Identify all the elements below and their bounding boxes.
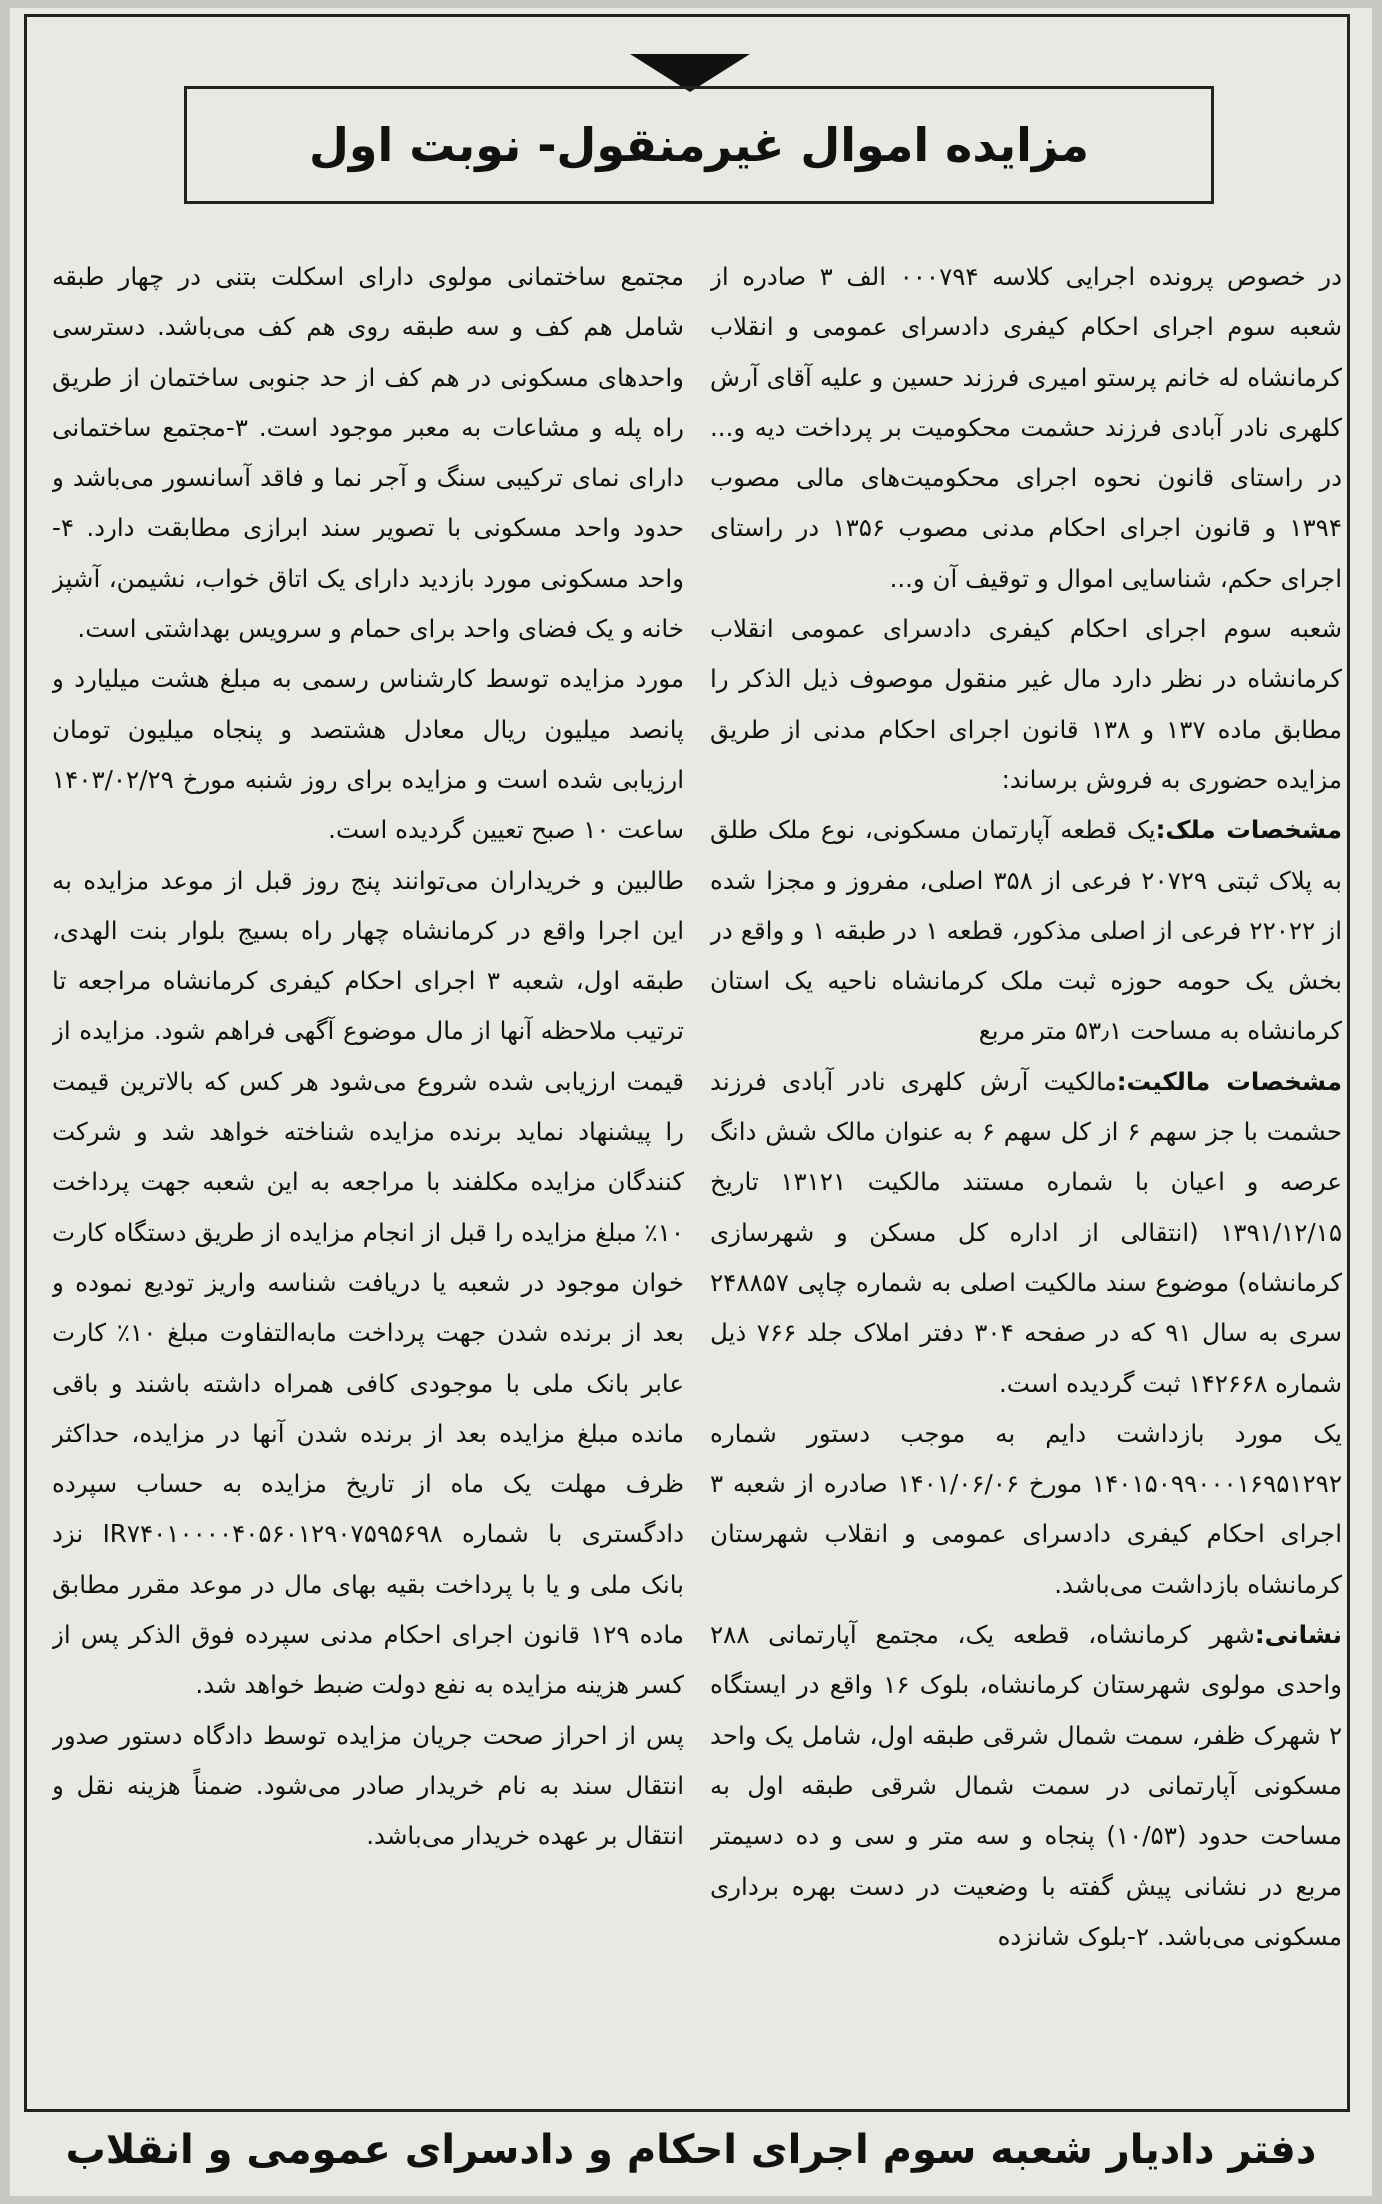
- issuer-footer: دفتر دادیار شعبه سوم اجرای احکام و دادسرای عمومی و انقلاب: [65, 2127, 1317, 2173]
- address-label: نشانی:: [1254, 1620, 1342, 1650]
- conditions-paragraph: طالبین و خریداران می‌توانند پنج روز قبل از موعد مزایده به این اجرا واقع در کرمانشاه چهار راه بسیج بلوار بنت الهدی، طبقه اول، شعبه ۳ اجرای احکام کیفری کرمانشاه مراجعه تا ترتیب ملاحظه آنها از مال موضوع آگهی فراهم شود. مزایده از قیمت ارزیابی شده شروع می‌شود هر کس که بالاترین قیمت را پیشنهاد نماید برنده مزایده شناخته خواهد شد و شرکت کنندگان مزایده مکلفند با مراجعه به این شعبه جهت پرداخت ۱۰٪ مبلغ مزایده را قبل از انجام مزایده از طریق دستگاه کارت خوان موجود در شعبه یا دریافت شناسه واریز تودیع نموده و بعد از برنده شدن جهت پرداخت مابه‌التفاوت مبلغ ۱۰٪ کارت عابر بانک ملی با موجودی کافی همراه داشته باشند و باقی مانده مبلغ مزایده بعد از برنده شدن آنها در مزایده، حداکثر ظرف مهلت یک ماه از تاریخ مزایده به حساب سپرده دادگستری با شماره IR۷۴۰۱۰۰۰۰۴۰۵۶۰۱۲۹۰۷۵۹۵۶۹۸ نزد بانک ملی و یا با پرداخت بقیه بهای مال در موعد مقرر مطابق ماده ۱۲۹ قانون اجرای احکام مدنی سپرده فوق الذکر پس از کسر هزینه مزایده به نفع دولت ضبط خواهد شد.: [52, 865, 684, 1700]
- title-box: [184, 86, 1214, 204]
- decision-paragraph: شعبه سوم اجرای احکام کیفری دادسرای عمومی انقلاب کرمانشاه در نظر دارد مال غیر منقول موصوف ذیل الذکر را مطابق ماده ۱۳۷ و ۱۳۸ قانون اجرای احکام مدنی از طریق مزایده حضوری به فروش برساند:: [710, 614, 1342, 794]
- newspaper-page: [10, 8, 1372, 2196]
- notice-title: مزایده اموال غیرمنقول- نوبت اول: [308, 118, 1090, 172]
- property-label: مشخصات ملک:: [1155, 815, 1342, 845]
- detention-paragraph: یک مورد بازداشت دایم به موجب دستور شماره ۱۴۰۱۵۰۹۹۰۰۰۱۶۹۵۱۲۹۲ مورخ ۱۴۰۱/۰۶/۰۶ صادره از شعبه ۳ اجرای احکام کیفری دادسرای عمومی و انقلاب شهرستان کرمانشاه بازداشت می‌باشد.: [710, 1418, 1342, 1599]
- description-paragraph: مجتمع ساختمانی مولوی دارای اسکلت بتنی در چهار طبقه شامل هم کف و سه طبقه روی هم کف می‌باشد. دسترسی واحدهای مسکونی در هم کف از حد جنوبی ساختمان از طریق راه پله و مشاعات به معبر موجود است. ۳-مجتمع ساختمانی دارای نمای ترکیبی سنگ و آجر نما و فاقد آسانسور می‌باشد و حدود واحد مسکونی با تصویر سند ابرازی مطابقت دارد. ۴-واحد مسکونی مورد بازدید دارای یک اتاق خواب، نشیمن، آشپز خانه و یک فضای واحد برای حمام و سرویس بهداشتی است.: [52, 262, 684, 644]
- address-text: شهر کرمانشاه، قطعه یک، مجتمع آپارتمانی ۲۸۸ واحدی مولوی شهرستان کرمانشاه، بلوک ۱۶ واقع در ایستگاه ۲ شهرک ظفر، سمت شمال شرقی طبقه اول، شامل یک واحد مسکونی آپارتمانی در سمت شمال شرقی طبقه اول به مساحت حدود (۱۰/۵۳) پنجاه و سه متر و سی و ده دسیمتر مربع در نشانی پیش گفته با وضعیت در دست بهره برداری مسکونی می‌باشد. ۲-بلوک شانزده: [710, 1620, 1342, 1951]
- ownership-label: مشخصات مالکیت:: [1116, 1066, 1342, 1096]
- intro-paragraph: در خصوص پرونده اجرایی کلاسه ۰۰۰۷۹۴ الف ۳ صادره از شعبه سوم اجرای احکام کیفری دادسرای عمومی و انقلاب کرمانشاه له خانم پرستو امیری فرزند حسین و علیه آقای آرش کلهری نادر آبادی فرزند حشمت محکومیت بر پرداخت دیه و... در راستای قانون نحوه اجرای محکومیت‌های مالی مصوب ۱۳۹۴ و قانون اجرای احکام مدنی مصوب ۱۳۵۶ در راستای اجرای حکم، شناسایی اموال و توقیف آن و...: [710, 262, 1342, 593]
- ownership-paragraph: [710, 1057, 1342, 1409]
- left-column: [52, 252, 684, 2072]
- property-paragraph: [710, 805, 1342, 1056]
- valuation-paragraph: مورد مزایده توسط کارشناس رسمی به مبلغ هشت میلیارد و پانصد میلیون ریال معادل هشتصد و پنجاه میلیون تومان ارزیابی شده است و مزایده برای روز شنبه مورخ ۱۴۰۳/۰۲/۲۹ ساعت ۱۰ صبح تعیین گردیده است.: [52, 664, 684, 845]
- transfer-paragraph: پس از احراز صحت جریان مزایده توسط دادگاه دستور صدور انتقال سند به نام خریدار صادر می‌شود. ضمناً هزینه نقل و انتقال بر عهده خریدار می‌باشد.: [52, 1720, 684, 1851]
- property-text: یک قطعه آپارتمان مسکونی، نوع ملک طلق به پلاک ثبتی ۲۰۷۲۹ فرعی از ۳۵۸ اصلی، مفروز و مجزا شده از ۲۲۰۲۲ فرعی از اصلی مذکور، قطعه ۱ در طبقه ۱ و واقع در بخش یک حومه حوزه ثبت ملک کرمانشاه ناحیه یک استان کرمانشاه به مساحت ۵۳٫۱ متر مربع: [710, 815, 1342, 1046]
- ownership-text: مالکیت آرش کلهری نادر آبادی فرزند حشمت با جز سهم ۶ از کل سهم ۶ به عنوان مالک شش دانگ عرصه و اعیان با شماره مستند مالکیت ۱۳۱۲۱ تاریخ ۱۳۹۱/۱۲/۱۵ (انتقالی از اداره کل مسکن و شهرسازی کرمانشاه) موضوع سند مالکیت اصلی به شماره چاپی ۲۴۸۸۵۷ سری به سال ۹۱ که در صفحه ۳۰۴ دفتر املاک جلد ۷۶۶ ذیل شماره ۱۴۲۶۶۸ ثبت گردیده است.: [710, 1066, 1342, 1398]
- right-column: [710, 252, 1342, 2072]
- address-paragraph: [710, 1610, 1342, 1962]
